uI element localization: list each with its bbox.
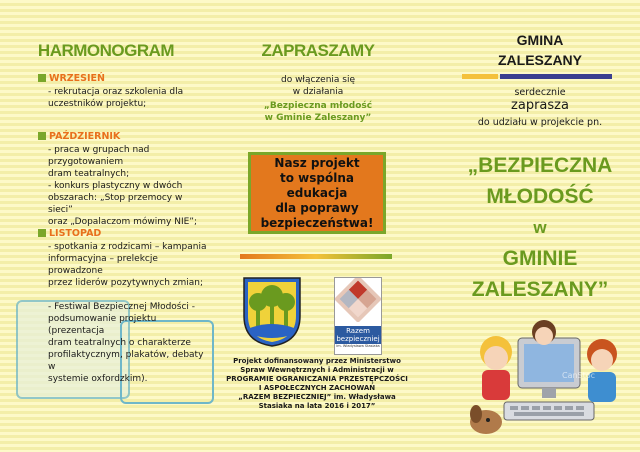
accent-bar: [462, 74, 498, 79]
schedule-title: HARMONOGRAM: [37, 41, 175, 60]
month-heading-october: PAŹDZIERNIK: [38, 131, 120, 142]
month-heading-september: WRZESIEŃ: [38, 73, 105, 84]
invitation-title: ZAPRASZAMY: [261, 41, 375, 60]
kids-computer-illustration: [466, 318, 636, 448]
november-activities: - spotkania z rodzicami – kampania informacyjna – prelekcje prowadzone przez liderów pozytywnych zmian; - Festiwal Bezpiecznej Młodości - podsumowanie projektu (prezentacja dram teatralnych o charakterze profilaktycznym, plakatów, debaty w systemie oxfordzkim).: [48, 242, 207, 384]
project-motto-box: Nasz projekt to wspólna edukacja dla poprawy bezpieczeństwa!: [248, 152, 386, 234]
september-activities: - rekrutacja oraz szkolenia dla uczestników projektu;: [48, 87, 184, 109]
invite-zaprasza: zaprasza: [511, 98, 569, 113]
project-name-highlight: „Bezpieczna młodość w Gminie Zaleszany”: [263, 101, 373, 123]
puzzle-icon: [335, 278, 381, 322]
razem-bezpieczniej-logo: Razem bezpieczniej im. Władysława Stasiaka: [334, 277, 382, 355]
watermark-text: CanStoc: [562, 371, 596, 380]
municipality-name: GMINA ZALESZANY: [498, 32, 582, 68]
bullet-icon: [38, 132, 46, 140]
month-heading-november: LISTOPAD: [38, 228, 101, 239]
project-title-big: „BEZPIECZNA MŁODOŚĆ w GMINIE ZALESZANY”: [467, 154, 613, 301]
coat-of-arms-logo: [242, 276, 302, 348]
october-activities: - praca w grupach nad przygotowaniem dram teatralnych; - konkurs plastyczny w dwóch obszarach: „Stop przemocy w sieci” oraz „Dopalaczom mówimy NIE”;: [48, 145, 197, 227]
funding-note: Projekt dofinansowany przez Ministerstwo Spraw Wewnętrznych i Administracji w PROGRAMIE OGRANICZANIA PRZESTĘPCZOŚCI I ASPOŁECZNYCH ZACHOWAŃ „RAZEM BEZPIECZNIEJ” im. Władysława Stasiaka na lata 2016 i 2017”: [226, 357, 408, 410]
divider-bar: [240, 254, 392, 259]
bullet-icon: [38, 74, 46, 82]
invite-project: do udziału w projekcie pn.: [477, 117, 603, 128]
invite-serdecznie: serdecznie: [514, 87, 566, 98]
bullet-icon: [38, 229, 46, 237]
invitation-text: do włączenia się w działania: [280, 75, 356, 97]
accent-bar: [500, 74, 612, 79]
